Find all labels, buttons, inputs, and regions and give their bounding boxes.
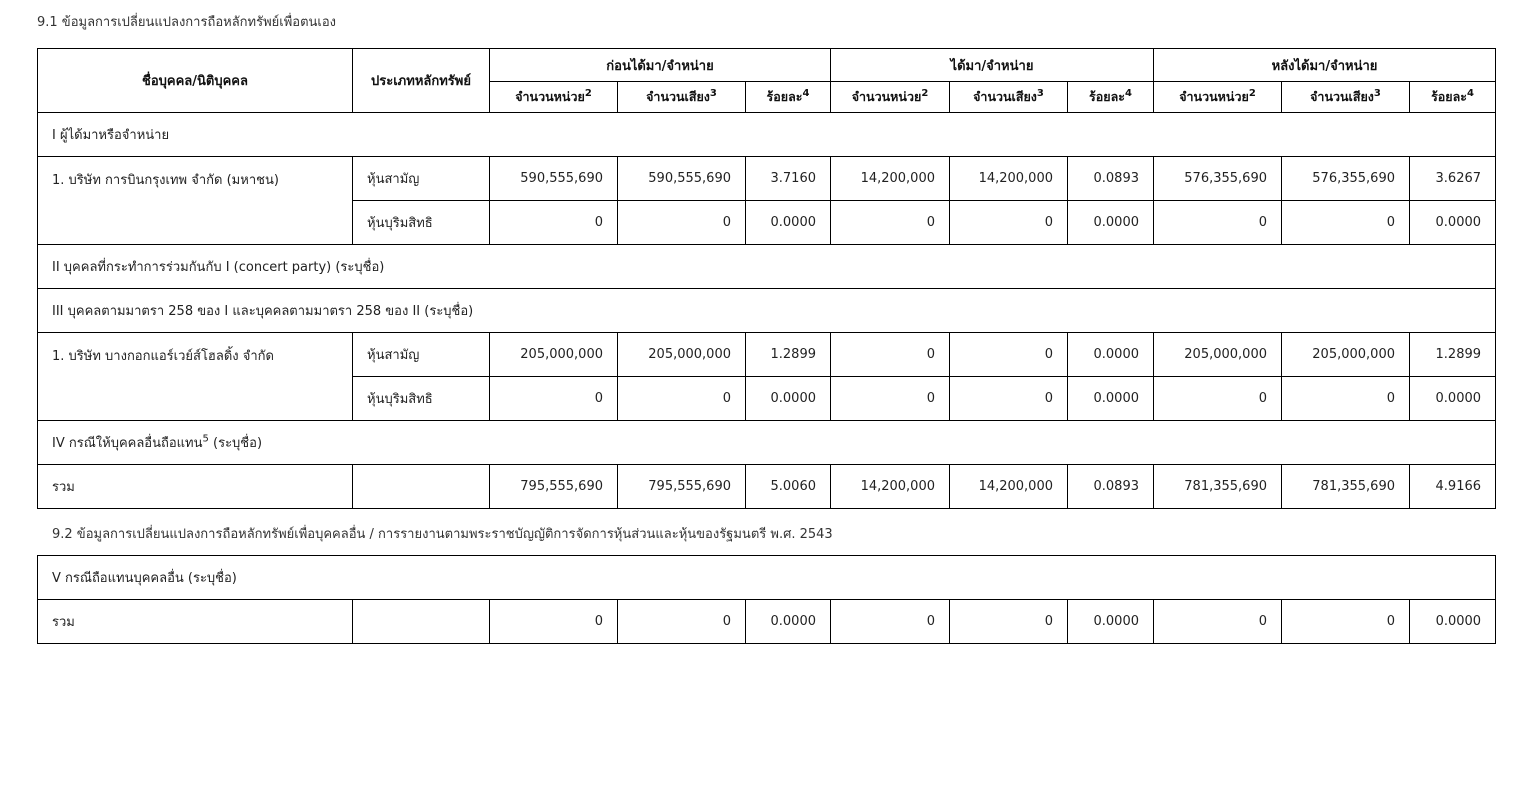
subheader-votes <box>950 82 1068 113</box>
before-percent: 5.0060 <box>746 465 831 509</box>
after-percent: 1.2899 <box>1410 333 1496 377</box>
subheader-votes <box>618 82 746 113</box>
before-votes: 0 <box>618 201 746 245</box>
holdings-for-others-table <box>37 555 1496 644</box>
after-votes: 0 <box>1282 201 1410 245</box>
change-units: 14,200,000 <box>831 157 950 201</box>
section-label: V กรณีถือแทนบุคคลอื่น (ระบุชื่อ) <box>52 571 237 586</box>
subheader-votes <box>1282 82 1410 113</box>
change-percent: 0.0000 <box>1068 377 1154 421</box>
after-units: 205,000,000 <box>1154 333 1282 377</box>
before-percent: 0.0000 <box>746 377 831 421</box>
section-acquirer <box>38 113 1496 157</box>
after-votes: 205,000,000 <box>1282 333 1410 377</box>
before-units: 0 <box>490 377 618 421</box>
total-row <box>38 600 1496 644</box>
security-type <box>353 600 490 644</box>
subheader-label: ร้อยละ <box>1089 89 1125 104</box>
footnote-marker: 5 <box>202 433 209 445</box>
before-percent: 3.7160 <box>746 157 831 201</box>
change-votes: 0 <box>950 377 1068 421</box>
holder-name: 1. บริษัท บางกอกแอร์เวย์ส์โฮลดิ้ง จำกัด <box>38 333 353 421</box>
after-units: 0 <box>1154 600 1282 644</box>
after-units: 781,355,690 <box>1154 465 1282 509</box>
before-votes: 0 <box>618 600 746 644</box>
after-votes: 0 <box>1282 377 1410 421</box>
footnote-marker: 4 <box>802 87 810 99</box>
after-units: 0 <box>1154 377 1282 421</box>
security-type: หุ้นสามัญ <box>353 157 490 201</box>
subheader-units <box>1154 82 1282 113</box>
after-units: 0 <box>1154 201 1282 245</box>
header-name: ชื่อบุคคล/นิติบุคคล <box>38 49 353 113</box>
holding-row <box>38 333 1496 377</box>
subheader-units <box>490 82 618 113</box>
change-votes: 0 <box>950 201 1068 245</box>
header-before: ก่อนได้มา/จำหน่าย <box>490 49 831 82</box>
section-label: I ผู้ได้มาหรือจำหน่าย <box>52 128 170 143</box>
footnote-marker: 2 <box>921 87 929 99</box>
subheader-label: จำนวนเสียง <box>973 89 1037 104</box>
holding-row <box>38 157 1496 201</box>
holder-name: รวม <box>38 600 353 644</box>
before-percent: 0.0000 <box>746 600 831 644</box>
change-votes: 14,200,000 <box>950 157 1068 201</box>
subheader-label: จำนวนหน่วย <box>1179 89 1249 104</box>
footnote-marker: 3 <box>709 87 717 99</box>
footnote-marker: 3 <box>1036 87 1044 99</box>
header-security-type: ประเภทหลักทรัพย์ <box>353 49 490 113</box>
change-percent: 0.0893 <box>1068 157 1154 201</box>
holder-name: 1. บริษัท การบินกรุงเทพ จำกัด (มหาชน) <box>38 157 353 245</box>
before-units: 795,555,690 <box>490 465 618 509</box>
security-type: หุ้นบุริมสิทธิ <box>353 201 490 245</box>
change-units: 0 <box>831 201 950 245</box>
section-label: IV กรณีให้บุคคลอื่นถือแทน <box>52 436 203 451</box>
after-percent: 0.0000 <box>1410 377 1496 421</box>
footnote-marker: 4 <box>1466 87 1474 99</box>
subheader-label: ร้อยละ <box>766 89 803 104</box>
section-row <box>38 113 1496 157</box>
change-percent: 0.0000 <box>1068 600 1154 644</box>
before-percent: 1.2899 <box>746 333 831 377</box>
footnote-marker: 2 <box>1248 87 1256 99</box>
after-percent: 0.0000 <box>1410 600 1496 644</box>
change-units: 0 <box>831 377 950 421</box>
before-votes: 795,555,690 <box>618 465 746 509</box>
subheader-percent <box>746 82 831 113</box>
change-votes: 0 <box>950 600 1068 644</box>
after-votes: 0 <box>1282 600 1410 644</box>
section-row <box>38 556 1496 600</box>
change-percent: 0.0000 <box>1068 201 1154 245</box>
before-percent: 0.0000 <box>746 201 831 245</box>
before-votes: 590,555,690 <box>618 157 746 201</box>
before-units: 205,000,000 <box>490 333 618 377</box>
subheader-percent <box>1410 82 1496 113</box>
change-percent: 0.0000 <box>1068 333 1154 377</box>
total-row <box>38 465 1496 509</box>
section-nominee <box>38 421 1496 465</box>
subheader-label: จำนวนหน่วย <box>515 89 585 104</box>
change-votes: 14,200,000 <box>950 465 1068 509</box>
section-row <box>38 245 1496 289</box>
footnote-marker: 3 <box>1373 87 1381 99</box>
subheader-percent <box>1068 82 1154 113</box>
section-held-for-others <box>38 556 1496 600</box>
change-percent: 0.0893 <box>1068 465 1154 509</box>
section-related-persons <box>38 289 1496 333</box>
change-units: 0 <box>831 600 950 644</box>
section-9-1-title: 9.1 ข้อมูลการเปลี่ยนแปลงการถือหลักทรัพย์เพื่อตนเอง <box>37 15 337 30</box>
subheader-units <box>831 82 950 113</box>
footnote-marker: 4 <box>1124 87 1132 99</box>
section-label: II บุคคลที่กระทำการร่วมกันกับ I (concert party) (ระบุชื่อ) <box>52 260 385 275</box>
subheader-label: จำนวนหน่วย <box>851 89 922 104</box>
section-row <box>38 421 1496 465</box>
after-percent: 0.0000 <box>1410 201 1496 245</box>
before-units: 0 <box>490 201 618 245</box>
holdings-change-table <box>37 48 1496 509</box>
change-votes: 0 <box>950 333 1068 377</box>
after-percent: 3.6267 <box>1410 157 1496 201</box>
section-9-2-title: 9.2 ข้อมูลการเปลี่ยนแปลงการถือหลักทรัพย์เพื่อบุคคลอื่น / การรายงานตามพระราชบัญญัติการจัดการหุ้นส่วนและหุ้นของรัฐมนตรี พ.ศ. 2543 <box>52 527 833 542</box>
section-row <box>38 289 1496 333</box>
before-votes: 0 <box>618 377 746 421</box>
after-votes: 576,355,690 <box>1282 157 1410 201</box>
after-units: 576,355,690 <box>1154 157 1282 201</box>
subheader-label: จำนวนเสียง <box>1310 89 1374 104</box>
header-after: หลังได้มา/จำหน่าย <box>1154 49 1496 82</box>
after-percent: 4.9166 <box>1410 465 1496 509</box>
after-votes: 781,355,690 <box>1282 465 1410 509</box>
change-units: 14,200,000 <box>831 465 950 509</box>
section-concert-party <box>38 245 1496 289</box>
section-suffix: (ระบุชื่อ) <box>208 436 263 451</box>
subheader-label: ร้อยละ <box>1431 89 1467 104</box>
security-type: หุ้นบุริมสิทธิ <box>353 377 490 421</box>
subheader-label: จำนวนเสียง <box>646 89 710 104</box>
section-label: III บุคคลตามมาตรา 258 ของ I และบุคคลตามมาตรา 258 ของ II (ระบุชื่อ) <box>52 304 474 319</box>
before-units: 590,555,690 <box>490 157 618 201</box>
change-units: 0 <box>831 333 950 377</box>
security-type: หุ้นสามัญ <box>353 333 490 377</box>
header-change: ได้มา/จำหน่าย <box>831 49 1154 82</box>
footnote-marker: 2 <box>584 87 592 99</box>
holder-name: รวม <box>38 465 353 509</box>
before-units: 0 <box>490 600 618 644</box>
before-votes: 205,000,000 <box>618 333 746 377</box>
security-type <box>353 465 490 509</box>
